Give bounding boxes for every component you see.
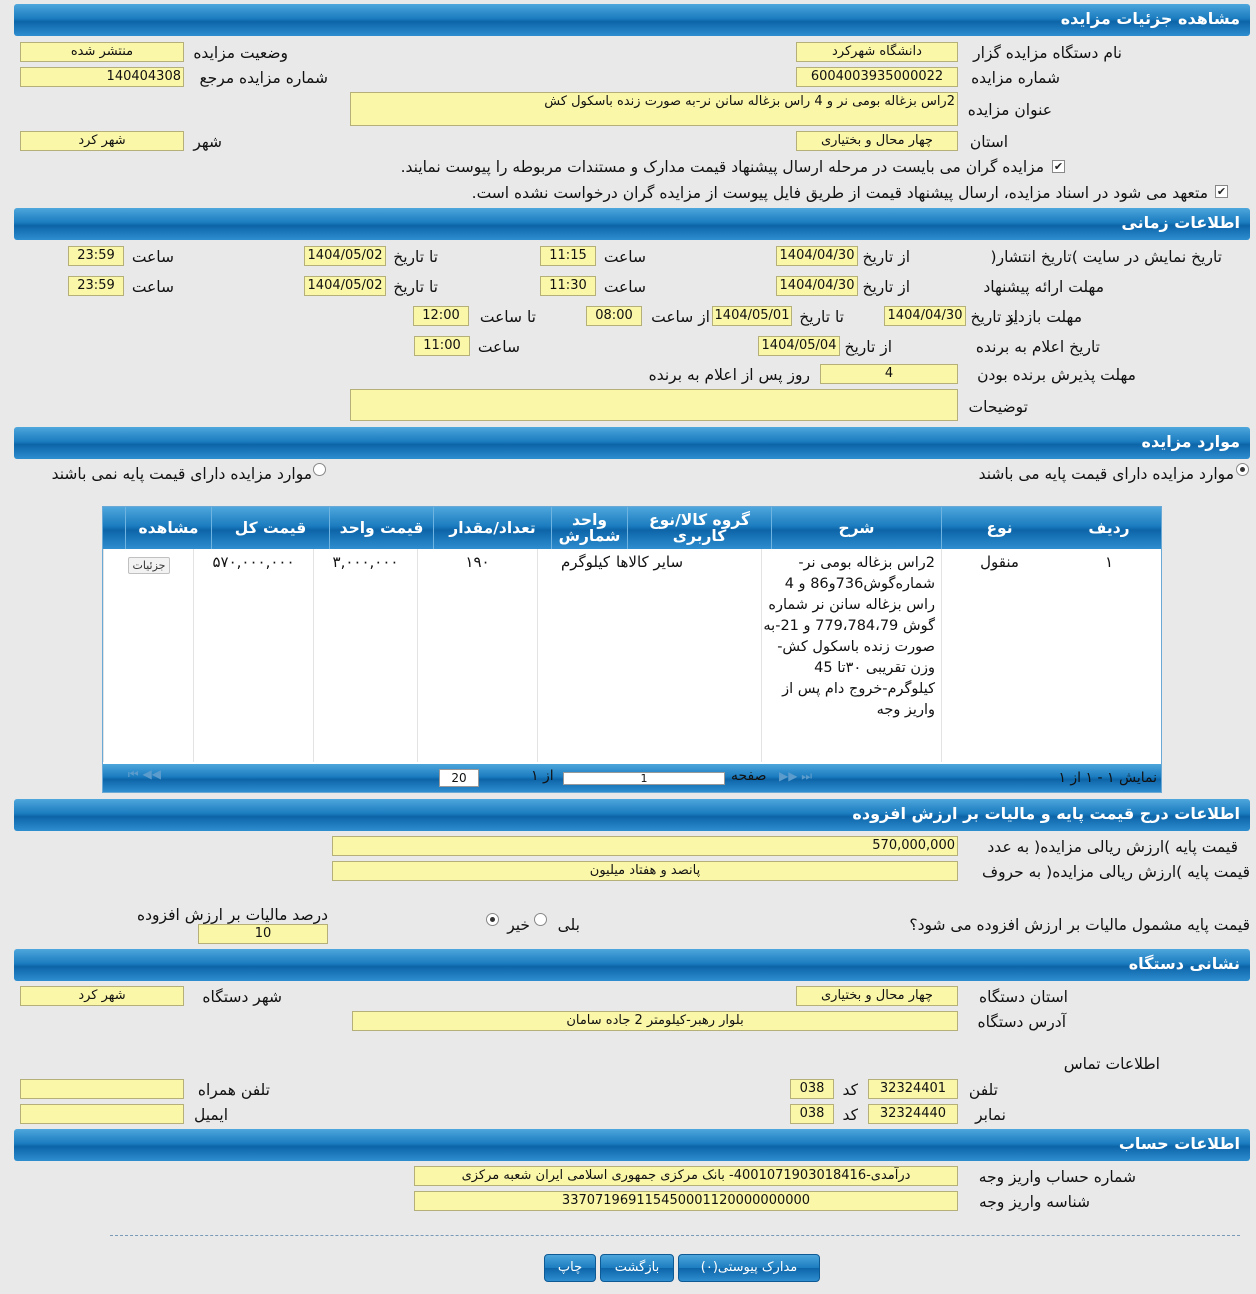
col-qty[interactable]: تعداد/مقدار xyxy=(433,507,551,549)
display-date-label: تاریخ نمایش در سایت )تاریخ انتشار( xyxy=(990,248,1222,266)
org-province-field: چهار محال و بختیاری xyxy=(796,986,958,1006)
offer-from-field: 1404/04/30 xyxy=(776,276,858,296)
details-button[interactable]: جزئیات xyxy=(128,557,170,574)
page-label: صفحه xyxy=(731,768,767,784)
account-no-label: شماره حساب واریز وجه xyxy=(978,1168,1136,1186)
org-province-label: استان دستگاه xyxy=(979,988,1068,1006)
city-label: شهر xyxy=(193,133,222,151)
section-header-details: مشاهده جزئیات مزایده xyxy=(14,4,1250,36)
divider xyxy=(110,1235,1240,1236)
announce-date-field: 1404/05/04 xyxy=(758,336,840,356)
org-address-field: بلوار رهبر-کیلومتر 2 جاده سامان xyxy=(352,1011,958,1031)
announce-label: تاریخ اعلام به برنده xyxy=(975,338,1100,356)
offer-to-label: تا تاریخ xyxy=(393,278,438,296)
section-header-address: نشانی دستگاه xyxy=(14,949,1250,981)
back-button[interactable]: بازگشت xyxy=(600,1254,674,1282)
cell-row: ۱ xyxy=(1104,553,1114,571)
org-city-label: شهر دستگاه xyxy=(202,988,282,1006)
payment-id-field: 337071969115450001120000000000 xyxy=(414,1191,958,1211)
phone-field: 32324401 xyxy=(868,1079,958,1099)
org-address-label: آدرس دستگاه xyxy=(977,1013,1066,1031)
items-grid xyxy=(102,506,1162,793)
visit-to-time-label: تا ساعت xyxy=(479,308,536,326)
vat-percent-label: درصد مالیات بر ارزش افزوده xyxy=(137,906,328,924)
cell-qty: ۱۹۰ xyxy=(417,549,537,762)
ref-no-field: 140404308 xyxy=(20,67,184,87)
mobile-label: تلفن همراه xyxy=(197,1081,270,1099)
attach-docs-text: مزایده گران می بایست در مرحله ارسال پیشنهاد قیمت مدارک و مستندات مربوطه را پیوست نمایند. xyxy=(400,158,1044,176)
accept-suffix: روز پس از اعلام به برنده xyxy=(648,366,810,384)
cell-desc: 2راس بزغاله بومی نر-شماره‌گوش736و86 و 4 راس بزغاله سانن نر شماره گوش 779،784،79 و 21-به صورت زنده باسکول کش-وزن تقریبی ۳۰تا 45 کیلوگرم-خروج دام پس از واریز وجه xyxy=(761,549,941,762)
mobile-field xyxy=(20,1079,184,1099)
col-row[interactable]: ردیف xyxy=(1088,519,1130,537)
attach-docs-checkbox[interactable]: ✔ xyxy=(1053,160,1064,173)
cell-unit-price: ۳,۰۰۰,۰۰۰ xyxy=(313,549,417,762)
visit-deadline-label: مهلت بازدید xyxy=(1005,308,1082,326)
vat-no-radio[interactable] xyxy=(486,913,499,926)
announce-from-label: از تاریخ xyxy=(844,338,892,356)
pager-last-icon[interactable]: ▶▶ ⏭ xyxy=(779,769,813,783)
subject-label: عنوان مزایده xyxy=(967,101,1052,119)
vat-yes-label: بلی xyxy=(557,916,580,934)
fax-label: نمابر xyxy=(975,1106,1006,1124)
display-to-time-field: 23:59 xyxy=(68,246,124,266)
with-base-price-radio[interactable] xyxy=(1236,463,1249,476)
with-base-price-label: موارد مزایده دارای قیمت پایه می باشند xyxy=(978,465,1234,483)
cell-view xyxy=(103,549,193,762)
pager-first-icon[interactable]: ⏮ ◀◀ xyxy=(127,767,161,781)
auction-no-field: 6004003935000022 xyxy=(796,67,958,87)
col-desc[interactable]: شرح xyxy=(771,507,941,549)
visit-from-field: 1404/04/30 xyxy=(884,306,966,326)
vat-yes-radio[interactable] xyxy=(534,913,547,926)
commit-checkbox[interactable]: ✔ xyxy=(1216,185,1227,198)
fax-field: 32324440 xyxy=(868,1104,958,1124)
visit-to-field: 1404/05/01 xyxy=(712,306,792,326)
display-from-time-field: 11:15 xyxy=(540,246,596,266)
visit-from-time-field: 08:00 xyxy=(586,306,642,326)
vat-percent-field: 10 xyxy=(198,924,328,944)
section-header-pricing: اطلاعات درج قیمت پایه و مالیات بر ارزش افزوده xyxy=(14,799,1250,831)
grid-header xyxy=(103,507,1161,549)
col-total[interactable]: قیمت کل xyxy=(211,507,329,549)
phone-code-label: کد xyxy=(842,1081,858,1099)
display-from-time-label: ساعت xyxy=(603,248,646,266)
cell-total: ۵۷۰,۰۰۰,۰۰۰ xyxy=(193,549,313,762)
notes-field xyxy=(350,389,958,421)
vat-no-label: خیر xyxy=(507,916,530,934)
visit-from-label: از تاریخ xyxy=(970,308,1018,326)
account-no-field: درآمدی-4001071903018416- بانک مرکزی جمهوری اسلامی ایران شعبه مرکزی xyxy=(414,1166,958,1186)
base-price-words-label: قیمت پایه )ارزش ریالی مزایده( به حروف xyxy=(982,863,1250,881)
visit-from-time-label: از ساعت xyxy=(651,308,710,326)
subject-field: 2راس بزغاله بومی نر و 4 راس بزغاله سانن نر-به صورت زنده باسکول کش xyxy=(350,92,958,126)
print-button[interactable]: چاپ xyxy=(544,1254,596,1282)
col-view[interactable]: مشاهده xyxy=(125,507,211,549)
pager-of-label: از ۱ xyxy=(531,768,554,784)
offer-from-time-label: ساعت xyxy=(603,278,646,296)
phone-label: تلفن xyxy=(968,1081,998,1099)
status-label: وضعیت مزایده xyxy=(193,44,288,62)
offer-from-label: از تاریخ xyxy=(862,278,910,296)
ref-no-label: شماره مزایده مرجع xyxy=(199,69,328,87)
display-from-field: 1404/04/30 xyxy=(776,246,858,266)
accept-days-field: 4 xyxy=(820,364,958,384)
display-to-label: تا تاریخ xyxy=(393,248,438,266)
display-from-label: از تاریخ xyxy=(862,248,910,266)
section-header-timing: اطلاعات زمانی xyxy=(14,208,1250,240)
vat-question: قیمت پایه مشمول مالیات بر ارزش افزوده می شود؟ xyxy=(909,916,1250,934)
status-field: منتشر شده xyxy=(20,42,184,62)
grid-pager xyxy=(103,764,1161,792)
section-header-account: اطلاعات حساب xyxy=(14,1129,1250,1161)
cell-group: سایر کالاها xyxy=(537,549,761,762)
page-number-input[interactable]: 1 xyxy=(563,772,725,785)
display-to-time-label: ساعت xyxy=(131,248,174,266)
email-label: ایمیل xyxy=(194,1106,228,1124)
section-header-items: موارد مزایده xyxy=(14,427,1250,459)
org-field: دانشگاه شهرکرد xyxy=(796,42,958,62)
col-type[interactable]: نوع xyxy=(941,507,1057,549)
province-label: استان xyxy=(969,133,1008,151)
org-label: نام دستگاه مزایده گزار xyxy=(973,44,1122,62)
col-unit-price[interactable]: قیمت واحد xyxy=(329,507,433,549)
payment-id-label: شناسه واریز وجه xyxy=(978,1193,1090,1211)
without-base-price-radio[interactable] xyxy=(313,463,326,476)
cell-unit: کیلوگرم xyxy=(537,549,633,762)
phone-code-field: 038 xyxy=(790,1079,834,1099)
offer-from-time-field: 11:30 xyxy=(540,276,596,296)
announce-time-field: 11:00 xyxy=(414,336,470,356)
base-price-words-field: پانصد و هفتاد میلیون xyxy=(332,861,958,881)
city-field: شهر کرد xyxy=(20,131,184,151)
col-group[interactable]: گروه کالا/نوع کاربری xyxy=(627,507,771,549)
display-to-field: 1404/05/02 xyxy=(304,246,386,266)
org-city-field: شهر کرد xyxy=(20,986,184,1006)
pager-summary: نمایش ۱ - ۱ از ۱ xyxy=(1058,770,1157,786)
accept-deadline-label: مهلت پذیرش برنده بودن xyxy=(977,366,1136,384)
cell-type: منقول xyxy=(941,549,1057,762)
contact-info-label: اطلاعات تماس xyxy=(1063,1055,1160,1073)
offer-to-time-field: 23:59 xyxy=(68,276,124,296)
page-size-field[interactable]: 20 xyxy=(439,769,479,787)
notes-label: توضیحات xyxy=(968,398,1028,416)
visit-to-time-field: 12:00 xyxy=(413,306,469,326)
offer-to-time-label: ساعت xyxy=(131,278,174,296)
without-base-price-label: موارد مزایده دارای قیمت پایه نمی باشند xyxy=(51,465,312,483)
offer-deadline-label: مهلت ارائه پیشنهاد xyxy=(983,278,1104,296)
attachments-button[interactable]: مدارک پیوستی(۰) xyxy=(678,1254,820,1282)
fax-code-label: کد xyxy=(842,1106,858,1124)
base-price-num-field: 570,000,000 xyxy=(332,836,958,856)
auction-no-label: شماره مزایده xyxy=(971,69,1060,87)
visit-to-label: تا تاریخ xyxy=(799,308,844,326)
col-unit[interactable]: واحد شمارش xyxy=(551,507,627,549)
email-field xyxy=(20,1104,184,1124)
fax-code-field: 038 xyxy=(790,1104,834,1124)
base-price-num-label: قیمت پایه )ارزش ریالی مزایده( به عدد xyxy=(987,838,1238,856)
province-field: چهار محال و بختیاری xyxy=(796,131,958,151)
offer-to-field: 1404/05/02 xyxy=(304,276,386,296)
commit-text: متعهد می شود در اسناد مزایده، ارسال پیشنهاد قیمت از طریق فایل پیوست از مزایده گران درخواست نشده است. xyxy=(471,184,1208,202)
announce-time-label: ساعت xyxy=(477,338,520,356)
